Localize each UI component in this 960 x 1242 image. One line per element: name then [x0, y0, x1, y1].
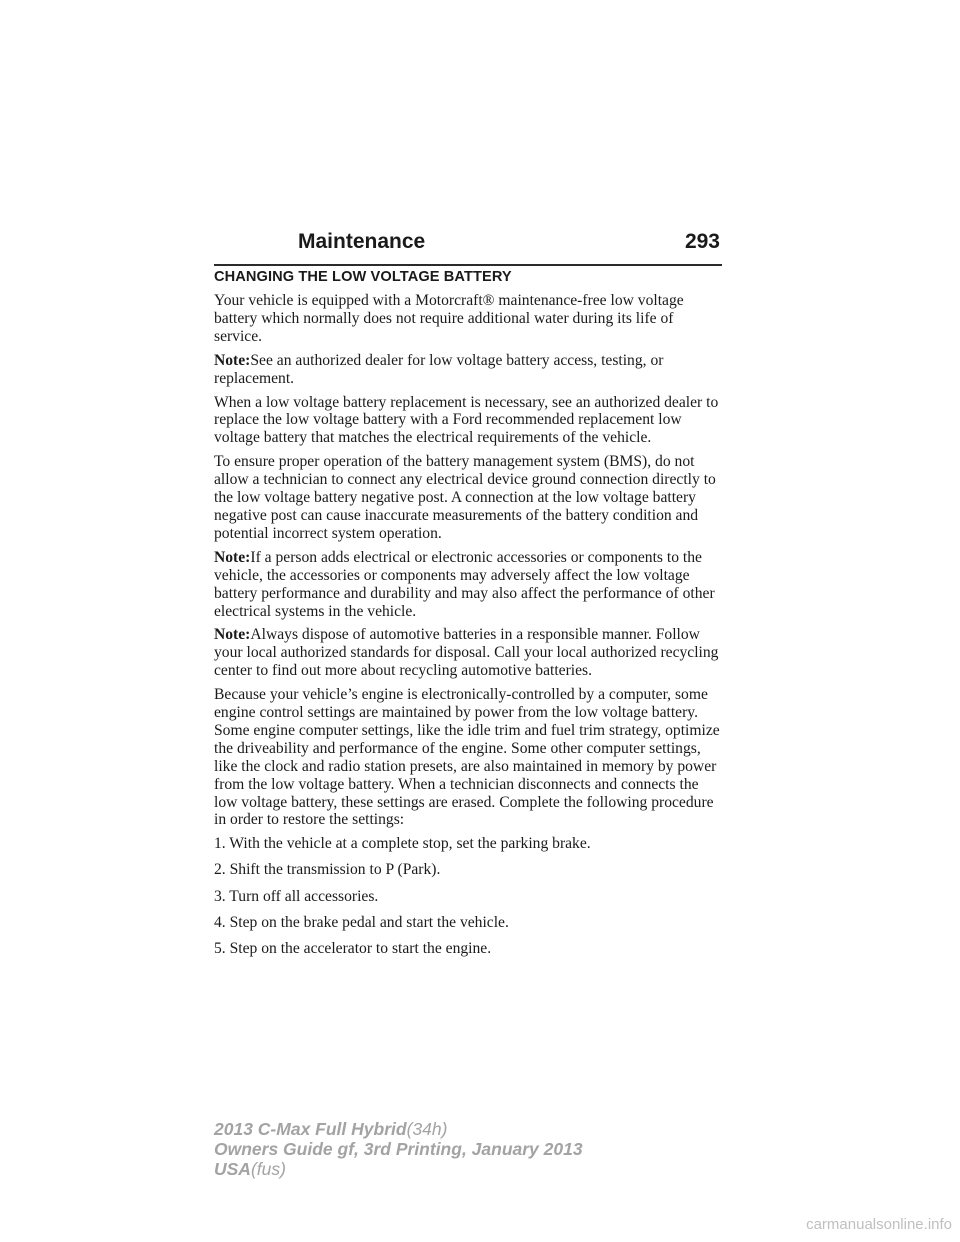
procedure-steps: [214, 835, 722, 957]
note-access: [214, 352, 722, 388]
page-content: [214, 268, 722, 966]
note-label: Note:: [214, 548, 251, 566]
footer-market-code: (fus): [250, 1158, 286, 1179]
page-footer: [214, 1120, 583, 1179]
page-number: 293: [684, 230, 720, 253]
page-header: [214, 228, 722, 266]
paragraph-bms: To ensure proper operation of the battery management system (BMS), do not allow a technician to connect any electrical device ground connection directly to the low voltage battery negative post. A connection at the low voltage battery negative post can cause inaccurate measurements of the battery condition and potential incorrect system operation.: [214, 453, 716, 542]
watermark: carmanualsonline.info: [806, 1216, 952, 1233]
note-text: See an authorized dealer for low voltage battery access, testing, or replacement.: [214, 351, 664, 387]
note-label: Note:: [214, 626, 251, 644]
note-disposal: [214, 626, 722, 680]
procedure-step: 1. With the vehicle at a complete stop, set the parking brake.: [214, 835, 591, 853]
footer-market-line: [214, 1160, 583, 1180]
procedure-step: 2. Shift the transmission to P (Park).: [214, 861, 441, 879]
footer-model-line: [214, 1120, 583, 1140]
footer-model-code: (34h): [406, 1119, 448, 1139]
paragraph-settings: Because your vehicle’s engine is electronically-controlled by a computer, some engine control settings are maintained by power from the low voltage battery. Some engine computer settings, like the idle trim and fuel trim strategy, optimize the driveability and performance of the engine. Some other computer settings, like the clock and radio station presets, are also maintained in memory by power from the low voltage battery. When a technician disconnects and connects the low voltage battery, these settings are erased. Complete the following procedure in order to restore the settings:: [214, 686, 720, 829]
footer-model: 2013 C-Max Full Hybrid: [214, 1119, 407, 1139]
note-accessories: [214, 549, 722, 621]
procedure-step: 5. Step on the accelerator to start the engine.: [214, 939, 492, 957]
section-heading: CHANGING THE LOW VOLTAGE BATTERY: [214, 269, 512, 285]
procedure-step: 3. Turn off all accessories.: [214, 887, 379, 905]
paragraph-intro: Your vehicle is equipped with a Motorcraft® maintenance-free low voltage battery which normally does not require additional water during its life of service.: [214, 292, 684, 345]
note-text: Always dispose of automotive batteries in a responsible manner. Follow your local authorized standards for disposal. Call your local authorized recycling center to find out more about recycling automotive batteries.: [214, 626, 719, 680]
section-title: Maintenance: [298, 230, 426, 253]
footer-market: USA: [214, 1158, 251, 1179]
note-text: If a person adds electrical or electronic accessories or components to the vehicle, the accessories or components may adversely affect the low voltage battery performance and durability and may also affect the performance of other electrical systems in the vehicle.: [214, 548, 715, 620]
note-label: Note:: [214, 351, 251, 369]
procedure-step: 4. Step on the brake pedal and start the vehicle.: [214, 913, 509, 931]
footer-guide-line: Owners Guide gf, 3rd Printing, January 2013: [214, 1138, 583, 1159]
paragraph-replacement: When a low voltage battery replacement is necessary, see an authorized dealer to replace the low voltage battery with a Ford recommended replacement low voltage battery that matches the electrical requirements of the vehicle.: [214, 393, 719, 447]
